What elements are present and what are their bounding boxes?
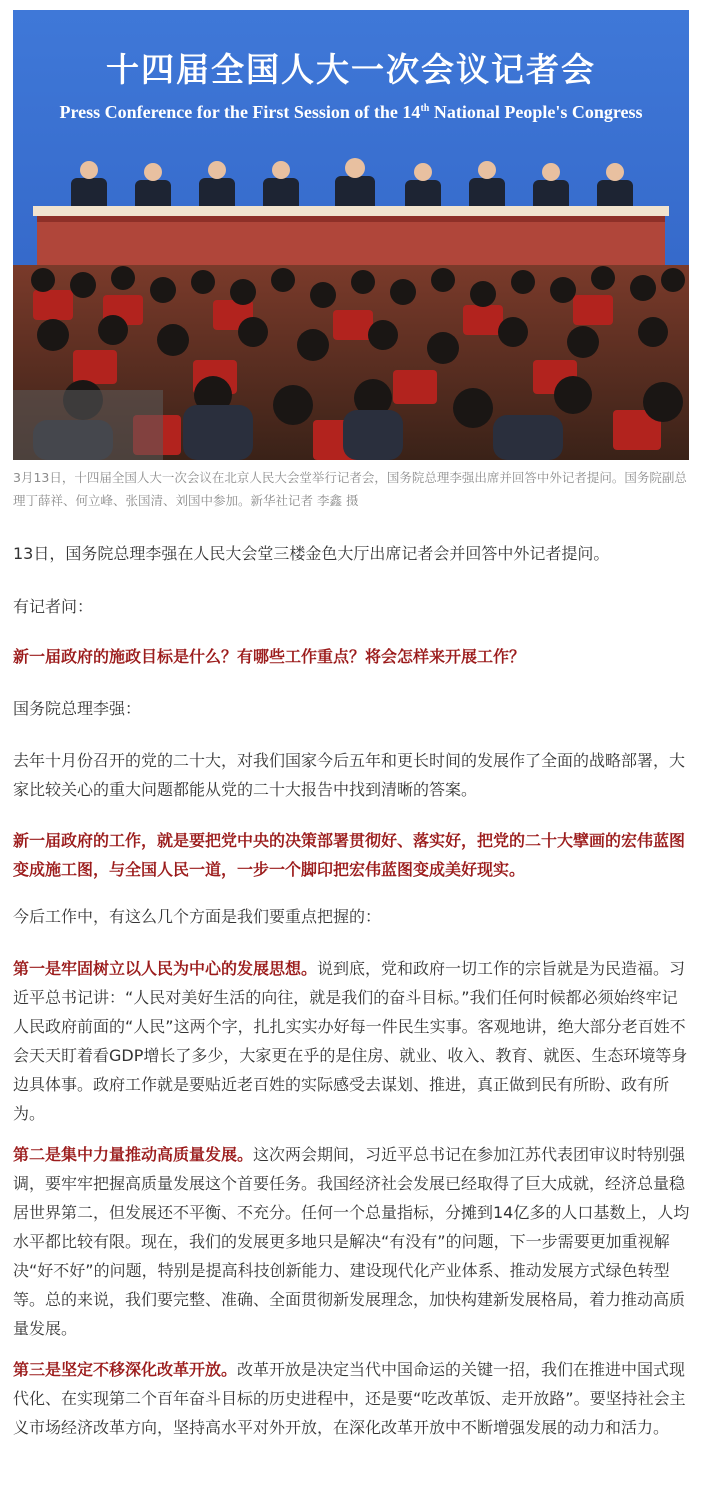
paragraph-reporter-asks: 有记者问： <box>13 597 94 616</box>
point-1-body: 说到底，党和政府一切工作的宗旨就是为民造福。习近平总书记讲：“人民对美好生活的向往，就是我们的奋斗目标。”我们任何时候都必须始终牢记人民政府前面的“人民”这两个字，扎扎实实办好每一件民生实事。客观地讲，绝大部分老百姓不会天天盯着看GDP增长了多少，大家更在乎的是住房、就业、收入、教育、就医、生态环境等身边具体事。政府工作就是要贴近老百姓的实际感受去谋划、推进，真正做到民有所盼、政有所为。 <box>13 959 688 1123</box>
paragraph-point-1 <box>13 954 693 1128</box>
banner-en-part1: Press Conference for the First Session of the 14 <box>59 102 421 122</box>
paragraph-answer-1: 去年十月份召开的党的二十大，对我们国家今后五年和更长时间的发展作了全面的战略部署，大家比较关心的重大问题都能从党的二十大报告中找到清晰的答案。 <box>13 751 686 799</box>
point-2-heading: 第二是集中力量推动高质量发展。 <box>13 1145 254 1164</box>
press-conference-photo <box>13 10 689 460</box>
photo-caption: 3月13日，十四届全国人大一次会议在北京人民大会堂举行记者会，国务院总理李强出席并回答中外记者提问。国务院副总理丁薛祥、何立峰、张国清、刘国中参加。新华社记者 李鑫 摄 <box>13 470 687 508</box>
question-heading: 新一届政府的施政目标是什么？有哪些工作重点？将会怎样来开展工作？ <box>13 647 526 666</box>
paragraph-point-2 <box>13 1140 693 1343</box>
paragraph-answer-3: 今后工作中，有这么几个方面是我们要重点把握的： <box>13 907 382 926</box>
point-2-body: 这次两会期间，习近平总书记在参加江苏代表团审议时特别强调，要牢牢把握高质量发展这个首要任务。我国经济社会发展已经取得了巨大成就，经济总量稳居世界第二，但发展还不平衡、不充分。任何一个总量指标，分摊到14亿多的人口基数上，人均水平都比较有限。现在，我们的发展更多地只是解决“有没有”的问题，下一步需要更加重视解决“好不好”的问题，特别是提高科技创新能力、建设现代化产业体系、推动发展方式绿色转型等。总的来说，我们要完整、准确、全面贯彻新发展理念，加快构建新发展格局，着力推动高质量发展。 <box>13 1145 690 1338</box>
paragraph-intro: 13日，国务院总理李强在人民大会堂三楼金色大厅出席记者会并回答中外记者提问。 <box>13 544 610 563</box>
paragraph-speaker: 国务院总理李强： <box>13 699 142 718</box>
banner-en-part2: National People's Congress <box>429 102 643 122</box>
banner-title-chinese: 十四届全国人大一次会议记者会 <box>106 50 596 89</box>
banner-title-english <box>13 102 689 123</box>
paragraph-point-3 <box>13 1355 693 1442</box>
paragraph-answer-2-emphasis: 新一届政府的工作，就是要把党中央的决策部署贯彻好、落实好，把党的二十大擘画的宏伟蓝图变成施工图，与全国人民一道，一步一个脚印把宏伟蓝图变成美好现实。 <box>13 831 686 879</box>
point-1-heading: 第一是牢固树立以人民为中心的发展思想。 <box>13 959 318 978</box>
point-3-heading: 第三是坚定不移深化改革开放。 <box>13 1360 238 1379</box>
banner-en-sup: th <box>420 103 430 114</box>
point-3-body: 改革开放是决定当代中国命运的关键一招，我们在推进中国式现代化、在实现第二个百年奋斗目标的历史进程中，还是要“吃改革饭、走开放路”。要坚持社会主义市场经济改革方向，坚持高水平对外开放，在深化改革开放中不断增强发展的动力和活力。 <box>13 1360 686 1437</box>
